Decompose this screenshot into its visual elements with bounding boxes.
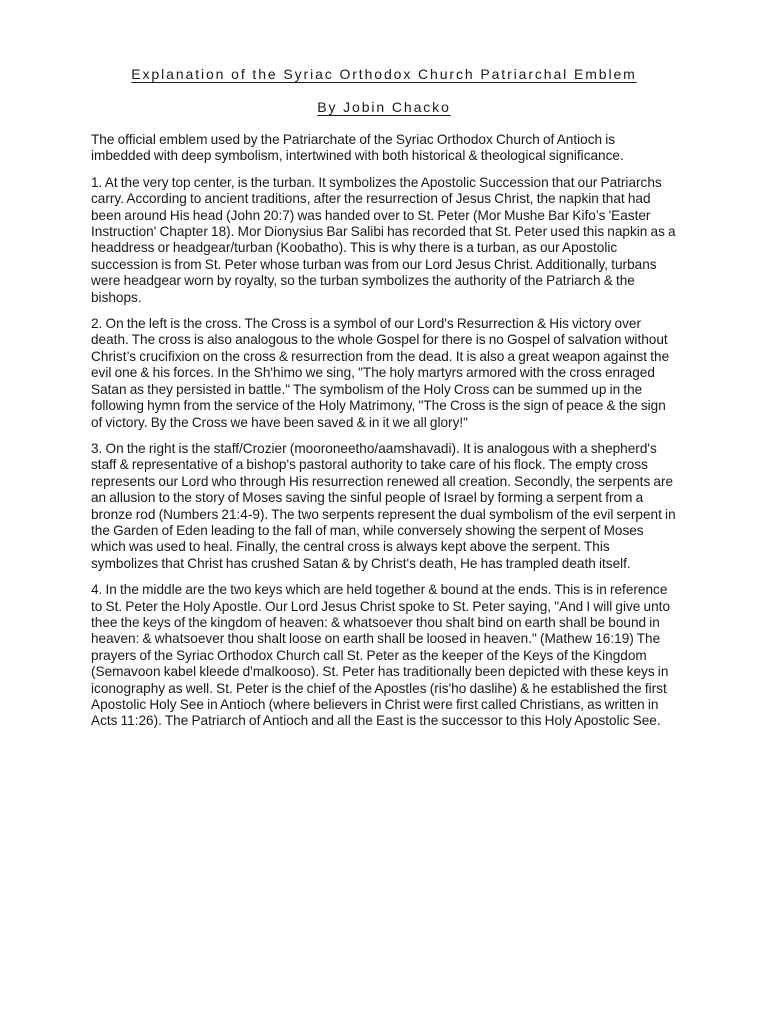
document-title <box>0 66 768 82</box>
paragraph-keys: 4. In the middle are the two keys which are held together & bound at the ends. This is in reference to St. Peter the Holy Apostle. Our Lord Jesus Christ spoke to St. Peter saying, "And I will give unto thee the keys of the kingdom of heaven: & whatsoever thou shalt bind on earth shall be bound in heaven: & whatsoever thou shalt loose on earth shall be loosed in heaven." (Mathew 16:19) The prayers of the Syriac Orthodox Church call St. Peter as the keeper of the Keys of the Kingdom (Semavoon kabel kleede d'malkooso). St. Peter has traditionally been depicted with these keys in iconography as well. St. Peter is the chief of the Apostles (ris'ho daslihe) & he established the first Apostolic Holy See in Antioch (where believers in Christ were first called Christians, as written in Acts 11:26). The Patriarch of Antioch and all the East is the successor to this Holy Apostolic See. <box>91 582 670 729</box>
paragraph-cross: 2. On the left is the cross. The Cross is a symbol of our Lord's Resurrection & His victory over death. The cross is also analogous to the whole Gospel for there is no Gospel of salvation without Christ’s crucifixion on the cross & resurrection from the dead. It is also a great weapon against the evil one & his forces. In the Sh'himo we sing, "The holy martyrs armored with the cross enraged Satan as they persisted in battle." The symbolism of the Holy Cross can be summed up in the following hymn from the service of the Holy Matrimony, "The Cross is the sign of peace & the sign of victory. By the Cross we have been saved & in it we all glory!" <box>91 316 670 430</box>
paragraph-staff: 3. On the right is the staff/Crozier (mooroneetho/aamshavadi). It is analogous with a shepherd's staff & representative of a bishop's pastoral authority to take care of his flock. The empty cross represents our Lord who through His resurrection renewed all creation. Secondly, the serpents are an allusion to the story of Moses saving the sinful people of Israel by forming a serpent from a bronze rod (Numbers 21:4-9). The two serpents represent the dual symbolism of the evil serpent in the Garden of Eden leading to the fall of man, while conversely showing the serpent of Moses which was used to heal. Finally, the central cross is always kept above the serpent. This symbolizes that Christ has crushed Satan & by Christ's death, He has trampled death itself. <box>91 440 676 571</box>
document-title-text: Explanation of the Syriac Orthodox Church Patriarchal Emblem <box>131 66 637 82</box>
paragraph-intro: The official emblem used by the Patriarchate of the Syriac Orthodox Church of Antioch is imbedded with deep symbolism, intertwined with both historical & theological significance. <box>91 132 624 164</box>
document-author-text: By Jobin Chacko <box>317 99 451 115</box>
document-body <box>91 132 677 740</box>
document-author <box>0 99 768 115</box>
paragraph-turban: 1. At the very top center, is the turban. It symbolizes the Apostolic Succession that our Patriarchs carry. According to ancient traditions, after the resurrection of Jesus Christ, the napkin that had been around His head (John 20:7) was handed over to St. Peter (Mor Mushe Bar Kifo’s 'Easter Instruction' Chapter 18). Mor Dionysius Bar Salibi has recorded that St. Peter used this napkin as a headdress or headgear/turban (Koobatho). This is why there is a turban, as our Apostolic succession is from St. Peter whose turban was from our Lord Jesus Christ. Additionally, turbans were headgear worn by royalty, so the turban symbolizes the authority of the Patriarch & the bishops. <box>91 174 676 305</box>
